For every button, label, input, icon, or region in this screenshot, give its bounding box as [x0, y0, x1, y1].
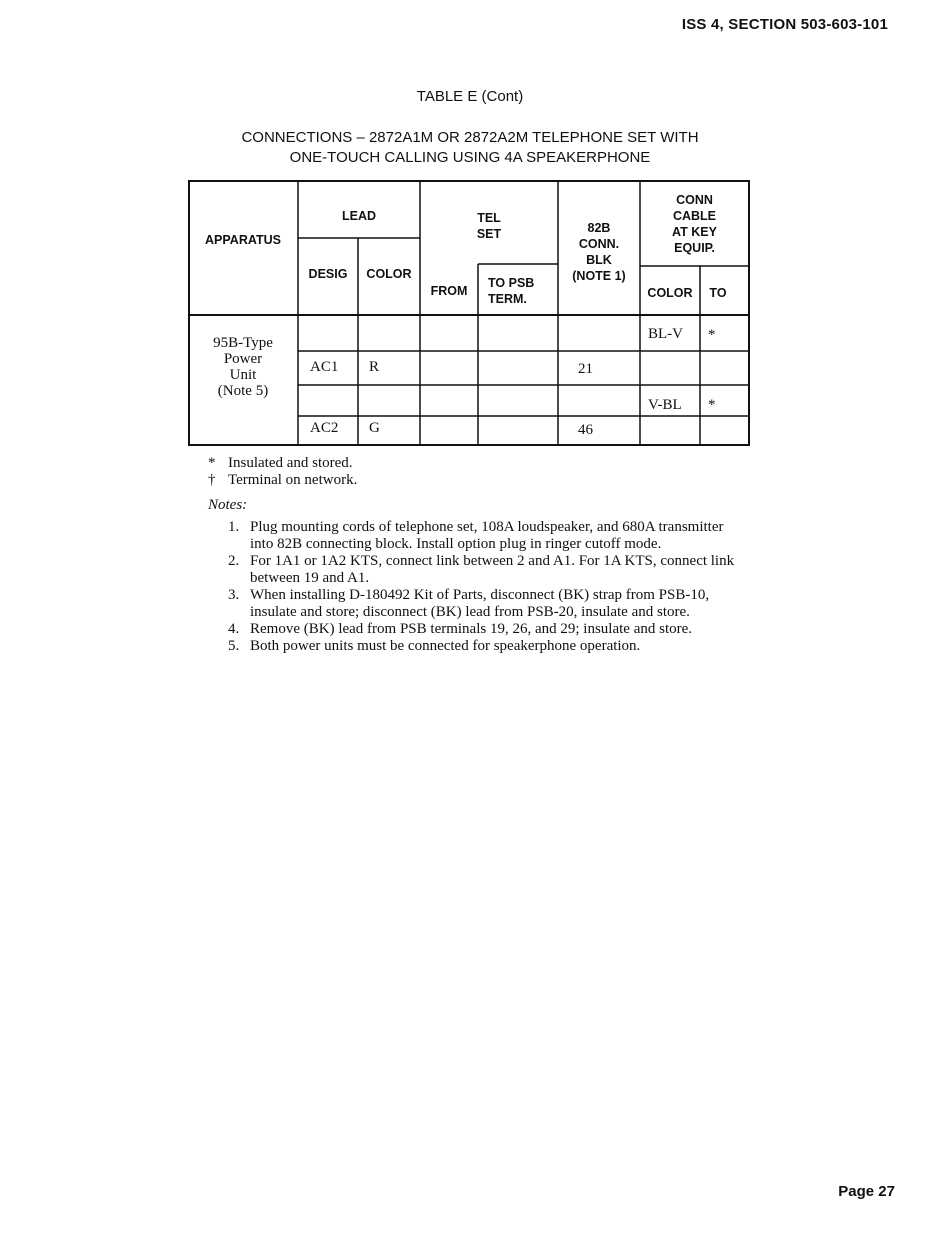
header-cable-color: COLOR: [647, 286, 693, 300]
footnote-symbol: †: [208, 472, 216, 488]
note-item: [228, 519, 748, 553]
header-to-psb-line-2: TERM.: [488, 292, 527, 306]
header-tel-set-line-1: TEL: [477, 211, 501, 225]
header-conn-cable: [640, 192, 749, 256]
header-desig: DESIG: [308, 267, 348, 281]
row-4-desig: AC2: [310, 420, 339, 436]
header-82b-conn-blk: [558, 220, 640, 284]
note-item: [228, 638, 748, 655]
note-number: 1.: [228, 519, 240, 535]
row-1-cable-color: BL-V: [648, 326, 683, 342]
header-conn-blk-line-3: BLK: [586, 253, 612, 267]
note-number: 3.: [228, 587, 240, 603]
page-number: Page 27: [838, 1183, 895, 1200]
apparatus-name: [192, 335, 294, 399]
header-conn-blk-line-2: CONN.: [578, 237, 620, 251]
header-color: COLOR: [366, 267, 412, 281]
header-tel-set: [420, 210, 558, 242]
footnote-symbol: *: [208, 455, 216, 471]
row-1-cable-to: *: [708, 327, 716, 343]
table-title-line-2: ONE-TOUCH CALLING USING 4A SPEAKERPHONE: [289, 149, 651, 166]
header-cable-line-4: EQUIP.: [674, 241, 715, 255]
note-item: [228, 621, 748, 638]
footnote-text: Terminal on network.: [228, 472, 358, 488]
footnote-item: [208, 472, 357, 489]
header-conn-blk-line-4: (NOTE 1): [572, 269, 626, 283]
apparatus-line-3: Unit: [229, 367, 257, 383]
row-3-cable-color: V-BL: [648, 397, 682, 413]
note-item: [228, 587, 748, 621]
note-text: Remove (BK) lead from PSB terminals 19, 26, and 29; insulate and store.: [250, 621, 693, 637]
header-conn-blk-line-1: 82B: [587, 221, 611, 235]
note-number: 4.: [228, 621, 240, 637]
header-cable-line-3: AT KEY: [672, 225, 717, 239]
note-text: Plug mounting cords of telephone set, 108A loudspeaker, and 680A transmitter into 82B connecting block. Install option plug in ringer cutoff mode.: [250, 519, 724, 552]
apparatus-line-2: Power: [223, 351, 263, 367]
row-2-conn-blk: 21: [578, 361, 593, 377]
note-text: Both power units must be connected for speakerphone operation.: [250, 638, 641, 654]
table-title-line-1: CONNECTIONS – 2872A1M OR 2872A2M TELEPHONE SET WITH: [241, 129, 699, 146]
note-item: [228, 553, 748, 587]
footnote-item: [208, 455, 357, 472]
row-2-color: R: [369, 359, 380, 375]
header-cable-line-1: CONN: [676, 193, 713, 207]
note-number: 5.: [228, 638, 240, 654]
table-label: TABLE E (Cont): [416, 88, 524, 105]
header-cable-line-2: CABLE: [672, 209, 717, 223]
notes-list: [228, 519, 748, 655]
table-title: [0, 128, 940, 168]
note-text: When installing D-180492 Kit of Parts, disconnect (BK) strap from PSB-10, insulate and store; disconnect (BK) lead from PSB-20, insulate and store.: [250, 587, 710, 620]
apparatus-line-4: (Note 5): [217, 383, 269, 399]
apparatus-line-1: 95B-Type: [213, 335, 273, 351]
header-to-psb-line-1: TO PSB: [488, 276, 535, 290]
header-to-psb-term: [478, 275, 558, 307]
row-4-color: G: [369, 420, 380, 436]
notes-label: Notes:: [208, 497, 248, 513]
row-3-cable-to: *: [708, 397, 716, 413]
row-4-conn-blk: 46: [578, 422, 593, 438]
header-lead: LEAD: [341, 209, 377, 223]
header-tel-set-line-2: SET: [476, 227, 502, 241]
header-from: FROM: [430, 284, 468, 298]
connections-table: [188, 180, 750, 446]
note-number: 2.: [228, 553, 240, 569]
footnotes: [208, 455, 357, 489]
note-text: For 1A1 or 1A2 KTS, connect link between 2 and A1. For 1A KTS, connect link between 19 and A1.: [250, 553, 735, 586]
document-id: ISS 4, SECTION 503-603-101: [681, 16, 888, 33]
header-cable-to: TO: [709, 286, 727, 300]
row-2-desig: AC1: [310, 359, 339, 375]
footnote-text: Insulated and stored.: [228, 455, 353, 471]
header-apparatus: APPARATUS: [205, 233, 281, 247]
